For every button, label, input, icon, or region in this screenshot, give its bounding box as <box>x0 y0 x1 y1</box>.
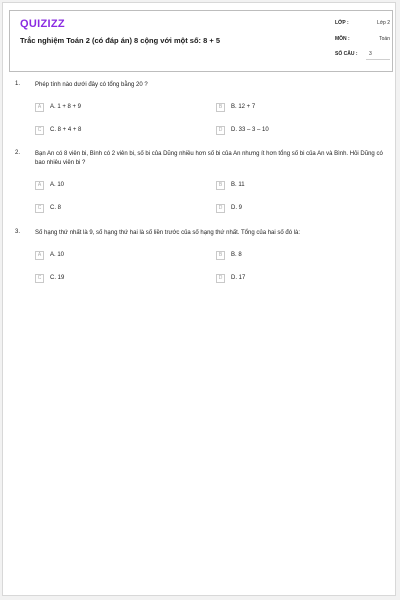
question-count-value: 3 <box>366 51 390 60</box>
question-number: 3. <box>15 229 21 235</box>
option-letter-box: C <box>35 204 44 213</box>
option-c[interactable] <box>35 203 61 213</box>
option-text: B. 8 <box>231 252 242 258</box>
option-text: A. 10 <box>50 182 65 188</box>
option-b[interactable] <box>216 102 255 112</box>
class-label: LỚP : <box>335 20 349 26</box>
option-letter-box: A <box>35 181 44 190</box>
quizizz-logo: QUIZIZZ <box>20 18 65 30</box>
option-a[interactable] <box>35 180 64 190</box>
option-letter-box: C <box>35 274 44 283</box>
option-d[interactable] <box>216 125 269 135</box>
option-letter-box: D <box>216 204 225 213</box>
question-number: 2. <box>15 150 21 156</box>
option-letter-box: B <box>216 251 225 260</box>
option-text: B. 12 + 7 <box>231 104 256 110</box>
class-value: Lớp 2 <box>376 20 390 26</box>
option-b[interactable] <box>216 250 242 260</box>
option-text: D. 17 <box>231 275 246 281</box>
option-a[interactable] <box>35 250 64 260</box>
option-letter-box: A <box>35 251 44 260</box>
option-letter-box: C <box>35 126 44 135</box>
option-text: C. 19 <box>50 275 65 281</box>
question-text: Bạn An có 8 viên bi, Bình có 2 viên bi, số bi của Dũng nhiều hơn số bi của An nhưng ít hơn tổng số bi của An và Bình. Hỏi Dũng có bao nhiêu viên bi ? <box>35 151 383 166</box>
option-letter-box: A <box>35 103 44 112</box>
option-text: D. 9 <box>231 205 243 211</box>
option-letter-box: B <box>216 103 225 112</box>
subject-label: MÔN : <box>335 36 350 42</box>
option-c[interactable] <box>35 273 64 283</box>
option-d[interactable] <box>216 273 245 283</box>
option-text: C. 8 <box>50 205 62 211</box>
option-d[interactable] <box>216 203 242 213</box>
option-text: D. 33 – 3 – 10 <box>231 127 269 133</box>
option-letter-box: B <box>216 181 225 190</box>
option-letter-box: D <box>216 126 225 135</box>
question-text: Số hạng thứ nhất là 9, số hạng thứ hai là số liền trước của số hạng thứ nhất. Tổng của hai số đó là: <box>35 230 301 236</box>
option-text: A. 10 <box>50 252 65 258</box>
worksheet-title: Trắc nghiệm Toán 2 (có đáp án) 8 cộng với một số: 8 + 5 <box>20 36 221 45</box>
option-c[interactable] <box>35 125 81 135</box>
option-b[interactable] <box>216 180 245 190</box>
subject-value: Toán <box>379 36 390 42</box>
question-text: Phép tính nào dưới đây có tổng bằng 20 ? <box>35 82 148 88</box>
worksheet-header <box>9 10 393 72</box>
option-text: C. 8 + 4 + 8 <box>50 127 82 133</box>
worksheet-page <box>2 2 396 596</box>
option-letter-box: D <box>216 274 225 283</box>
question-count-label: SỐ CÂU : <box>335 51 358 57</box>
question-number: 1. <box>15 81 21 87</box>
option-a[interactable] <box>35 102 81 112</box>
option-text: A. 1 + 8 + 9 <box>50 104 82 110</box>
option-text: B. 11 <box>231 182 245 188</box>
